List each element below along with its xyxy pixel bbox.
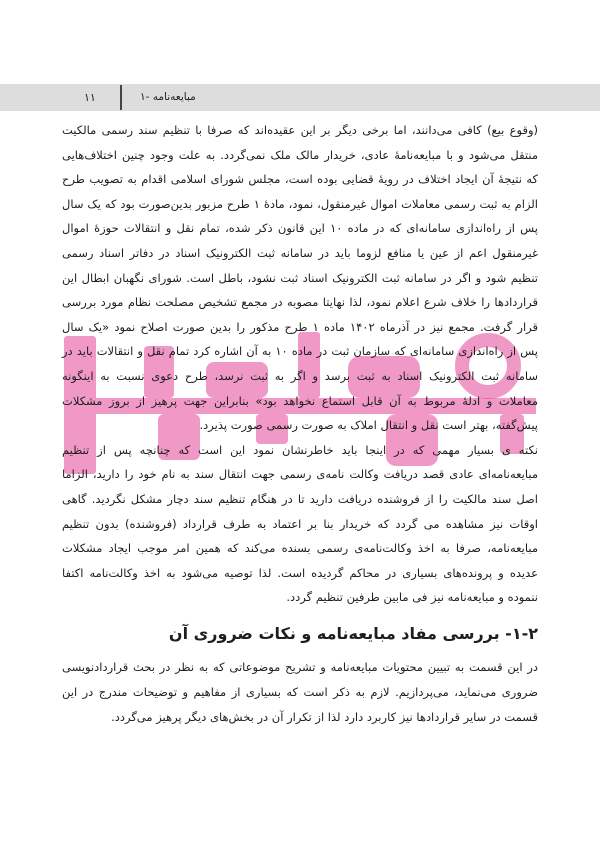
running-header (0, 84, 600, 111)
body-text-line: تنظیم شود و اگر در سامانه ثبت الکترونیک اسناد ثبت نشود، باطل است. شورای نگهبان ابطال این (62, 270, 538, 285)
body-text (62, 118, 538, 610)
running-header-title: ۱- مبایعه‌نامه (140, 91, 196, 103)
body-text-line: در این قسمت به تبیین محتویات مبایعه‌نامه و تشریح موضوعاتی که به نظر در بحث قراردادنویسی (62, 660, 538, 674)
body-text-line: عدیده و پرونده‌های بسیاری در محاکم گردیده است. لذا توصیه می‌شود به اخذ وکالت‌نامه اکتفا (62, 565, 538, 580)
body-text-line: پس از راه‌اندازی سامانه‌ای که در ماده ۱۰ این قانون ذکر شده، تمام نقل و انتقالات حوزهٔ اموال (62, 221, 538, 236)
paragraph (62, 438, 538, 610)
header-divider (120, 85, 122, 110)
body-text-line: اصل سند مالکیت را از فروشنده دریافت دارید تا در هنگام تنظیم سند دچار مشکل نگردید. گاهی (62, 491, 538, 506)
body-text-line: اوقات نیز مشاهده می گردد که خریدار بنا بر اعتماد به طرف قرارداد (فروشنده) بدون تنظیم (62, 516, 538, 531)
section-text (62, 655, 538, 730)
body-text-line: غیرمنقول اعم از عین یا منافع لزوما باید در سامانه ثبت الکترونیک اسناد در دفاتر اسناد رسمی (62, 245, 538, 260)
body-text-line: مبایعه‌نامه‌ای عادی قصد دریافت وکالت نامه‌ی رسمی جهت انتقال سند به نام خود را دارید، الزاما (62, 467, 538, 482)
body-text-line: نکته ی بسیار مهمی که در اینجا باید خاطرنشان نمود این است که چنانچه پس از تنظیم (62, 442, 538, 457)
body-text-line: که نتیجهٔ آن ایجاد اختلاف در رویهٔ قضایی بوده است، مجلس شورای اسلامی اقدام به تصویب طرح (62, 172, 538, 187)
body-text-line: پیش‌گفته، بهتر است نقل و انتقال املاک به صورت رسمی صورت پذیرد. (199, 418, 538, 433)
body-text-line: قراردادها را خلاف شرع اعلام نمود، لذا نهایتا مصوبه در مجمع تشخیص مصلحت نظام مورد بررسی (62, 295, 538, 310)
paragraph (62, 118, 538, 438)
section-heading: ۱-۲- بررسی مفاد مبایعه‌نامه و نکات ضروری آن (168, 624, 538, 643)
page-number: ۱۱ (84, 91, 96, 104)
body-text-line: منتقل می‌شود و با مبایعه‌نامهٔ عادی، خریدار مالک ملک نمی‌گردد. به علت وجود چنین اختلاف‌هایی (62, 147, 538, 162)
body-text-line: الزام به ثبت رسمی معاملات اموال غیرمنقول، نمود، مادهٔ ۱ طرح مزبور بدین‌صورت بود که یک سال (62, 196, 538, 211)
body-text-line: معاملات و ادلهٔ مربوط به آن قابل استماع نخواهد بود» بنابراین جهت پرهیز از بروز مشکلات (62, 393, 538, 408)
body-text-line: ضروری می‌نماید، می‌پردازیم. لازم به ذکر است که بسیاری از مفاهیم و توضیحات مندرج در این (62, 685, 538, 699)
body-text-line: سامانه ثبت الکترونیک اسناد به ثبت برسد و اگر به ثبت نرسد، طرح دعوی نسبت به اینگونه (62, 368, 538, 383)
body-text-line: قرار گرفت. مجمع نیز در آذرماه ۱۴۰۲ ماده ۱ طرح مذکور را بدین صورت اصلاح نمود «یک سال (62, 319, 538, 334)
body-text-line: قسمت در سایر قراردادها نیز کاربرد دارد لذا از تکرار آن در بخش‌های دیگر پرهیز می‌گردد. (111, 710, 538, 724)
body-text-line: پس از راه‌اندازی سامانه‌ای که سازمان ثبت در ماده ۱۰ به آن اشاره کرد تمام نقل و انتقالات باید در (62, 344, 539, 359)
body-text-line: (وقوع بیع) کافی می‌دانند، اما برخی دیگر بر این عقیده‌اند که صرفا با تنظیم سند رسمی مالکیت (62, 123, 538, 137)
body-text-line: ننموده و مبایعه‌نامه نیز فی مابین طرفین تنظیم گردد. (286, 590, 538, 605)
paragraph (62, 655, 538, 730)
body-text-line: مبایعه‌نامه، صرفا به اخذ وکالت‌نامه‌ی رسمی بسنده می‌کند که همین امر موجب ایجاد مشکلات (62, 541, 538, 556)
